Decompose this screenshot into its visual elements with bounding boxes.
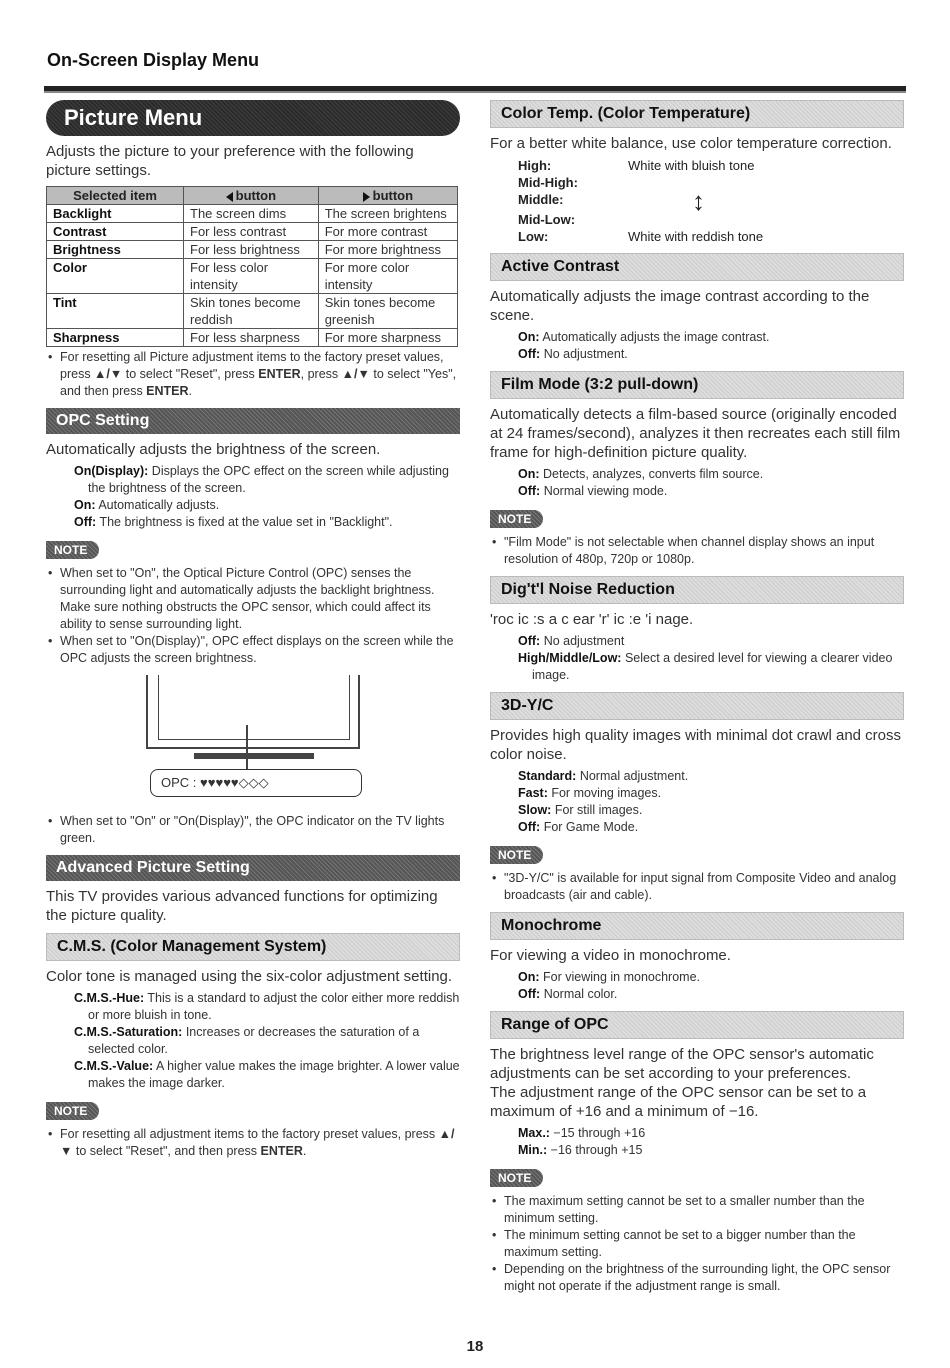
color-temp-intro: For a better white balance, use color temperature correction.: [490, 135, 892, 152]
active-contrast-def: Off: No adjustment.: [518, 347, 628, 361]
table-header: button: [318, 187, 457, 205]
opc-intro: Automatically adjusts the brightness of the screen.: [46, 441, 381, 458]
table-header: button: [184, 187, 319, 205]
table-row: Backlight The screen dims The screen brightens: [47, 205, 458, 223]
cms-intro: Color tone is managed using the six-color adjustment setting.: [46, 968, 453, 985]
table-row: Color For less color intensity For more color intensity: [47, 259, 458, 294]
active-contrast-heading: Active Contrast: [490, 253, 904, 281]
picture-menu-title: Picture Menu: [46, 100, 460, 136]
opc-notes: • When set to "On", the Optical Picture Control (OPC) senses the surrounding light and automatically adjusts the backlight brightness. Make sure nothing obstructs the OPC sensor, which could affect its ability to sense surrounding light. • When set to "On(Display)", OPC effect displays on the screen while the OPC adjusts the screen brightness.: [46, 565, 460, 667]
table-header-row: [47, 187, 458, 205]
color-temp-heading: Color Temp. (Color Temperature): [490, 100, 904, 128]
range-def: Max.: −15 through +16: [518, 1126, 646, 1140]
cms-def: C.M.S.-Hue: This is a standard to adjust the color either more reddish or more bluish in tone.: [74, 991, 460, 1022]
range-intro-1: The brightness level range of the OPC sensor's automatic adjustments can be set according to your preferences.: [490, 1046, 874, 1082]
tv-stand: [194, 753, 314, 759]
note-badge: NOTE: [490, 846, 543, 864]
film-mode-def: Off: Normal viewing mode.: [518, 484, 668, 498]
3d-yc-intro: Provides high quality images with minimal dot crawl and cross color noise.: [490, 727, 902, 763]
range-notes: • The maximum setting cannot be set to a smaller number than the minimum setting. • The minimum setting cannot be set to a bigger number than the maximum setting. • Depending on the brightness of the surrounding light, the OPC sensor might not operate if the adjustment range is small.: [490, 1193, 904, 1295]
right-button-icon: [363, 192, 370, 202]
film-mode-notes: • "Film Mode" is not selectable when channel display shows an input resolution of 480p, 720p or 1080p.: [490, 534, 904, 568]
cms-note: • For resetting all adjustment items to the factory preset values, press ▲/▼ to select "Reset", and then press ENTER.: [46, 1126, 460, 1160]
opc-indicator-callout: OPC : ♥♥♥♥♥◇◇◇: [150, 769, 362, 797]
film-mode-heading: Film Mode (3:2 pull-down): [490, 371, 904, 399]
page-header-title: On-Screen Display Menu: [47, 50, 260, 70]
advanced-picture-heading: Advanced Picture Setting: [46, 855, 460, 881]
cms-def: C.M.S.-Value: A higher value makes the image brighter. A lower value makes the image darker.: [74, 1059, 460, 1090]
film-mode-def: On: Detects, analyzes, converts film source.: [518, 467, 764, 481]
advanced-intro: This TV provides various advanced functions for optimizing the picture quality.: [46, 888, 438, 924]
opc-def: On(Display): Displays the OPC effect on the screen while adjusting the brightness of the screen.: [74, 464, 449, 495]
active-contrast-intro: Automatically adjusts the image contrast according to the scene.: [490, 288, 870, 324]
noise-def: Off: No adjustment: [518, 634, 625, 648]
note-badge: NOTE: [490, 510, 543, 528]
table-row: Contrast For less contrast For more contrast: [47, 223, 458, 241]
left-button-icon: [226, 192, 233, 202]
table-row: Tint Skin tones become reddish Skin tones become greenish: [47, 294, 458, 329]
opc-pointer: [246, 725, 248, 769]
right-column: [490, 100, 904, 1299]
active-contrast-def: On: Automatically adjusts the image contrast.: [518, 330, 770, 344]
noise-intro: 'roc ic :s a c ear 'r' ic :e 'i nage.: [490, 611, 694, 628]
opc-setting-heading: OPC Setting: [46, 408, 460, 434]
opc-def: Off: The brightness is fixed at the value set in "Backlight".: [74, 515, 393, 529]
opc-indicator-icon: ♥♥♥♥♥◇◇◇: [200, 775, 269, 790]
range-of-opc-heading: Range of OPC: [490, 1011, 904, 1039]
table-row: Sharpness For less sharpness For more sharpness: [47, 329, 458, 347]
range-intro-2: The adjustment range of the OPC sensor can be set to a maximum of +16 and a minimum of −16.: [490, 1084, 867, 1120]
range-def: Min.: −16 through +15: [518, 1143, 643, 1157]
opc-def: On: Automatically adjusts.: [74, 498, 220, 512]
reset-note: • For resetting all Picture adjustment items to the factory preset values, press ▲/▼ to select "Reset", press ENTER, press ▲/▼ to select "Yes", and then press ENTER.: [46, 349, 460, 400]
picture-menu-intro: Adjusts the picture to your preference with the following picture settings.: [46, 143, 414, 179]
tv-opc-figure: [146, 675, 376, 805]
page-number: 18: [466, 1338, 484, 1355]
3d-yc-heading: 3D-Y/C: [490, 692, 904, 720]
3d-yc-notes: • "3D-Y/C" is available for input signal from Composite Video and analog broadcasts (air and cable).: [490, 870, 904, 904]
3d-yc-def: Standard: Normal adjustment.: [518, 769, 689, 783]
table-header: Selected item: [47, 187, 184, 205]
noise-reduction-heading: Dig't'l Noise Reduction: [490, 576, 904, 604]
3d-yc-def: Fast: For moving images.: [518, 786, 662, 800]
picture-settings-table: [46, 186, 458, 347]
opc-indicator-note: • When set to "On" or "On(Display)", the OPC indicator on the TV lights green.: [46, 813, 460, 847]
tv-frame: [146, 675, 360, 749]
table-row: Brightness For less brightness For more brightness: [47, 241, 458, 259]
monochrome-def: Off: Normal color.: [518, 987, 618, 1001]
monochrome-def: On: For viewing in monochrome.: [518, 970, 701, 984]
cms-heading: C.M.S. (Color Management System): [46, 933, 460, 961]
note-badge: NOTE: [46, 1102, 99, 1120]
color-temp-levels: High: White with bluish tone Mid-High: Middle: ↕ Mid-Low: Low: White with reddish tone: [518, 157, 904, 245]
monochrome-intro: For viewing a video in monochrome.: [490, 947, 731, 964]
left-column: [46, 100, 460, 1164]
note-badge: NOTE: [490, 1169, 543, 1187]
film-mode-intro: Automatically detects a film-based source (originally encoded at 24 frames/second), analyzes it then recreates each still film frame for high-definition picture quality.: [490, 406, 901, 461]
noise-def: High/Middle/Low: Select a desired level for viewing a clearer video image.: [518, 651, 893, 682]
cms-def: C.M.S.-Saturation: Increases or decreases the saturation of a selected color.: [74, 1025, 420, 1056]
monochrome-heading: Monochrome: [490, 912, 904, 940]
note-badge: NOTE: [46, 541, 99, 559]
3d-yc-def: Slow: For still images.: [518, 803, 643, 817]
3d-yc-def: Off: For Game Mode.: [518, 820, 639, 834]
up-down-arrow-icon: ↕: [692, 186, 705, 216]
header-rule: [44, 86, 906, 93]
